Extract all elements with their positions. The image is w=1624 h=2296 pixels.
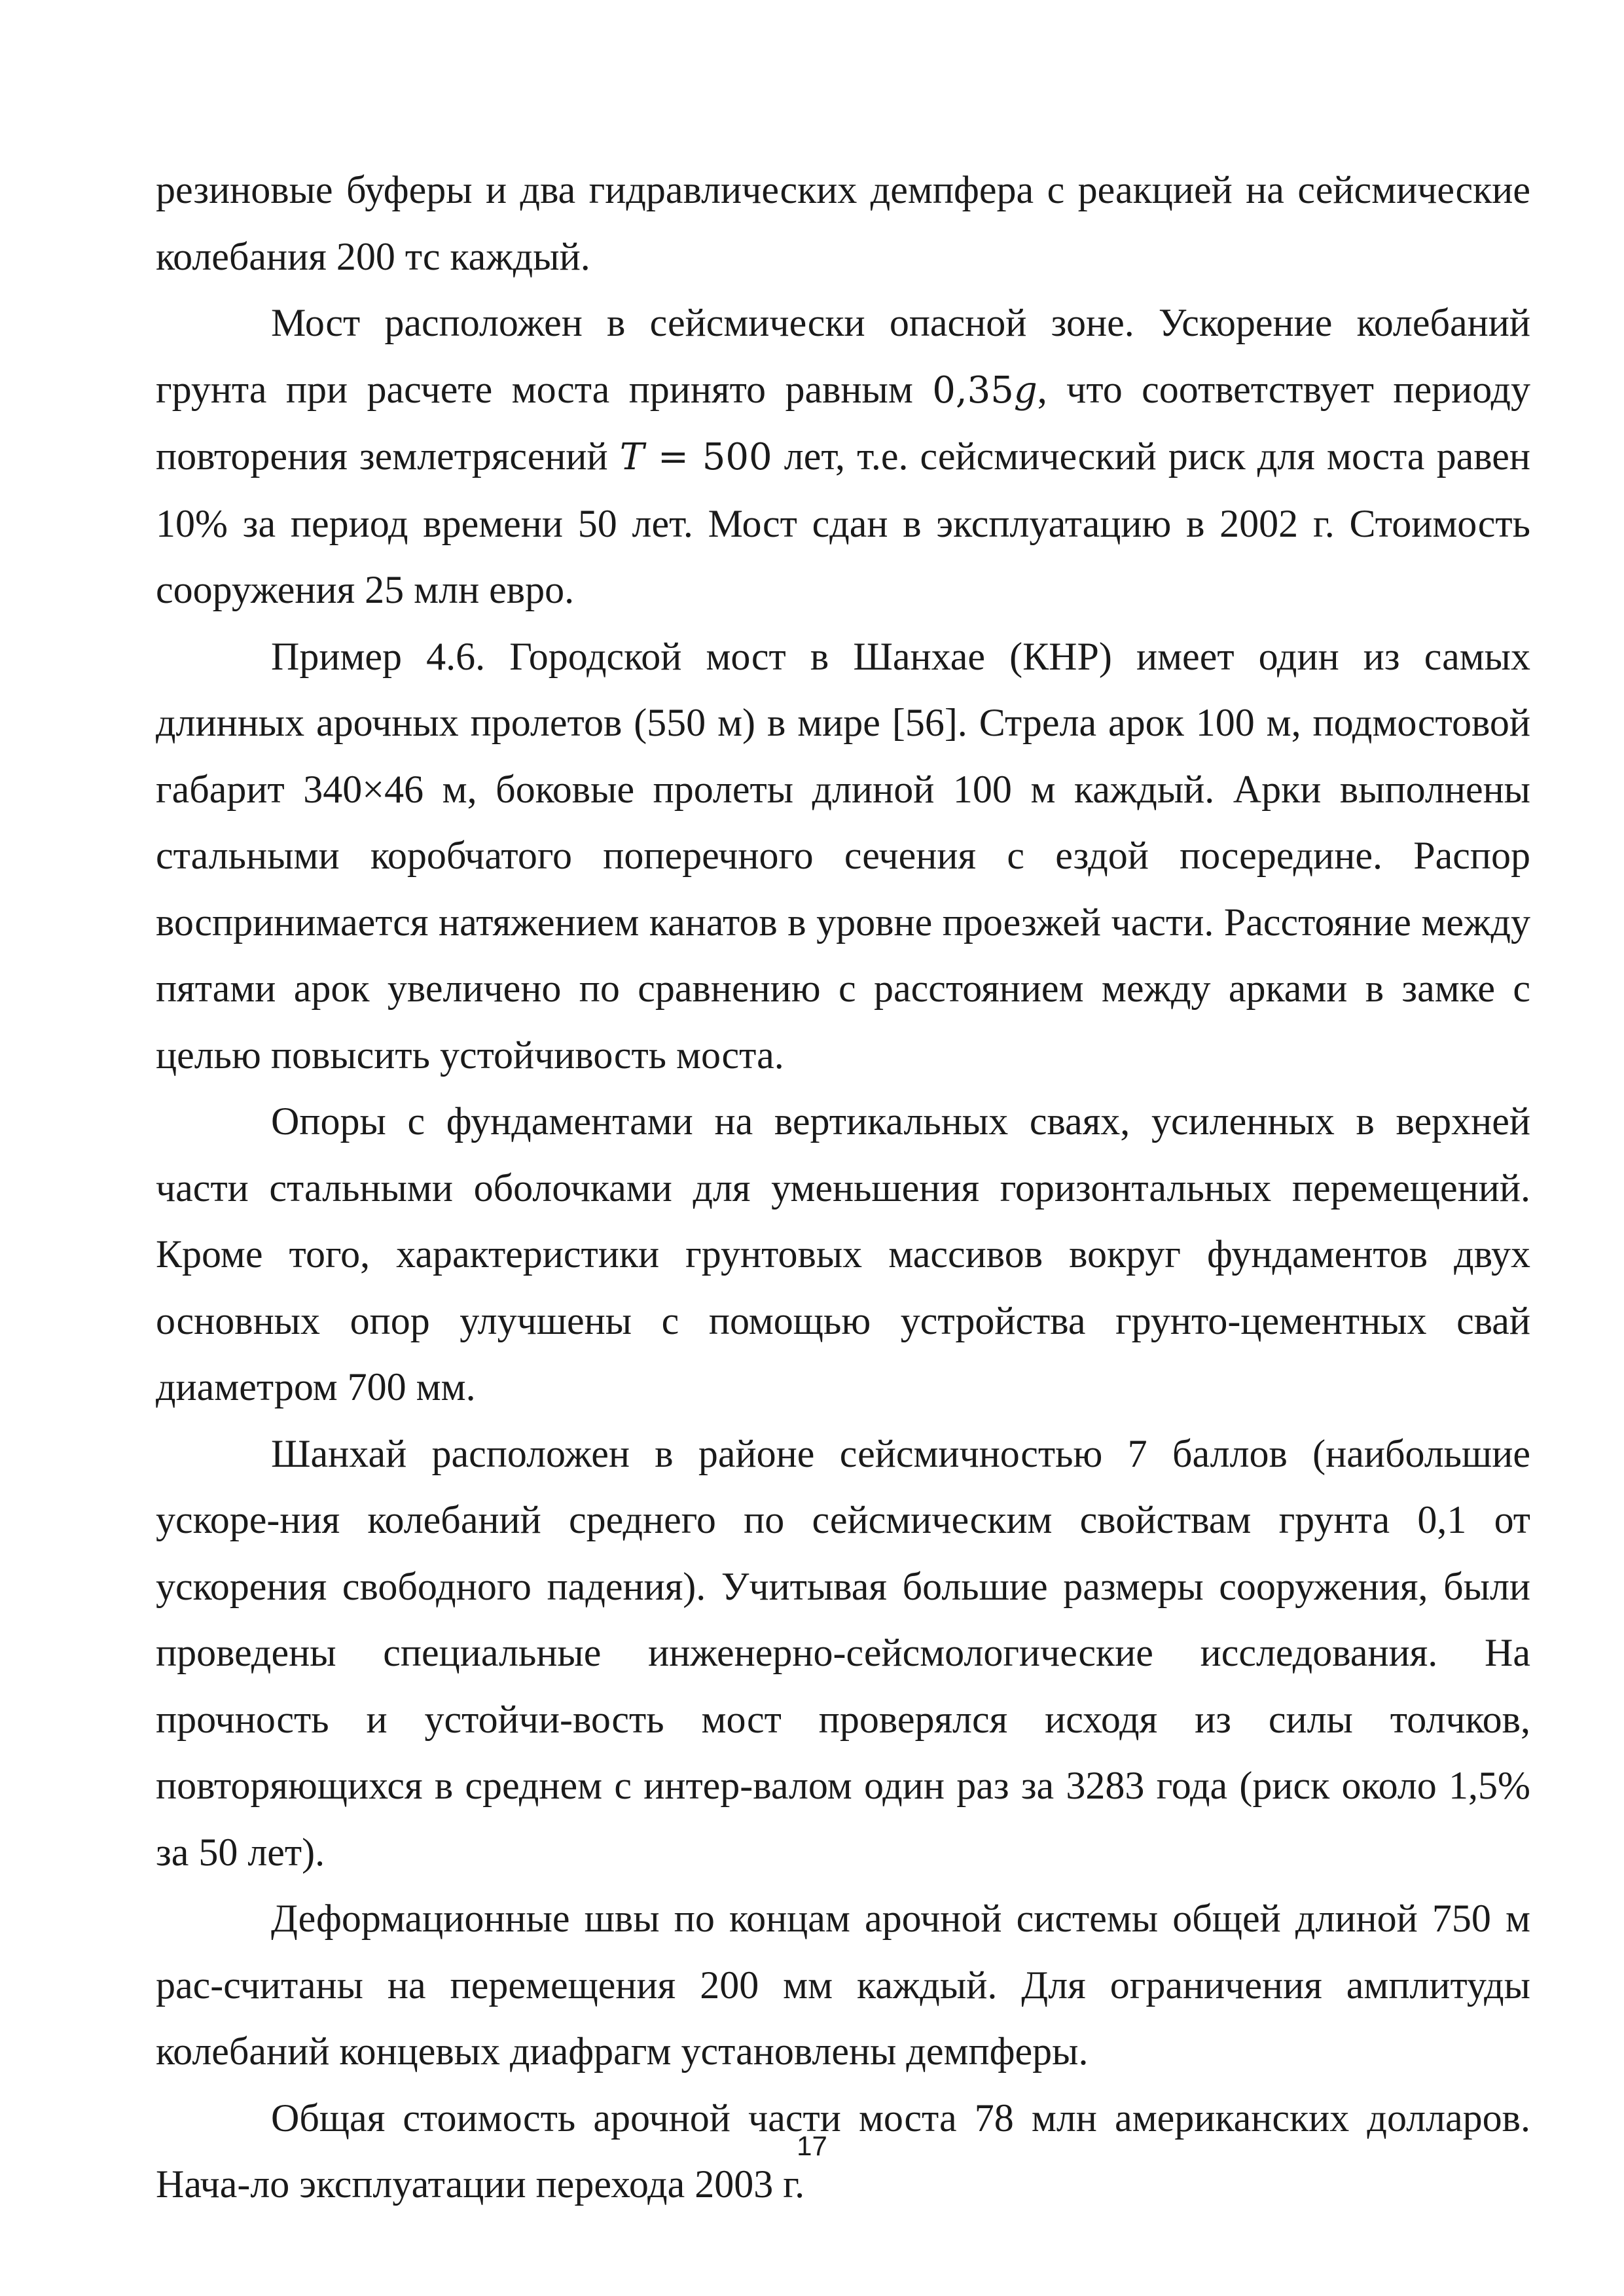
paragraph-text-part: , что соответствует периоду повторения землетрясений <box>156 367 1530 478</box>
paragraph-cost: Общая стоимость арочной части моста 78 млн американских долларов. Нача-ло эксплуатации перехода 2003 г. <box>156 2096 1530 2206</box>
paragraph-expansion-joints: Деформационные швы по концам арочной системы общей длиной 750 м рас-считаны на перемещения 200 мм каждый. Для ограничения амплитуды колебаний концевых диафрагм установлены демпферы. <box>156 1897 1530 2073</box>
page-number: 17 <box>797 2130 827 2161</box>
paragraph-supports: Опоры с фундаментами на вертикальных сваях, усиленных в верхней части стальными оболочками для уменьшения горизонтальных перемещений. Кроме того, характеристики грунтовых массивов вокруг фундаментов двух основных опор улучшены с помощью устройства грунто-цементных свай диаметром 700 мм. <box>156 1100 1530 1408</box>
paragraph-text-part: Мост расположен в сейсмически опасной зоне. Ускорение колебаний грунта при расчете моста принято равным <box>156 301 1530 411</box>
paragraph-example-4-6: Пример 4.6. Городской мост в Шанхае (КНР) имеет один из самых длинных арочных пролетов (550 м) в мире [56]. Стрела арок 100 м, подмостовой габарит 340×46 м, боковые пролеты длиной 100 м каждый. Арки выполнены стальными коробчатого поперечного сечения с ездой посередине. Распор воспринимается натяжением канатов в уровне проезжей части. Расстояние между пятами арок увеличено по сравнению с расстоянием между арками в замке с целью повысить устойчивость моста. <box>156 634 1530 1077</box>
paragraph-shanghai-seismicity: Шанхай расположен в районе сейсмичностью 7 баллов (наибольшие ускоре-ния колебаний среднего по сейсмическим свойствам грунта 0,1 от ускорения свободного падения). Учитывая большие размеры сооружения, были проведены специальные инженерно-сейсмологические исследования. На прочность и устойчи-вость мост проверялся исходя из силы толчков, повторяющихся в среднем с интер-валом один раз за 3283 года (риск около 1,5% за 50 лет). <box>156 1431 1530 1874</box>
document-page <box>156 157 1530 2218</box>
formula-period-symbol: T <box>619 436 645 478</box>
paragraph-continuation: резиновые буферы и два гидравлических демпфера с реакцией на сейсмические колебания 200 тс каждый. <box>156 168 1530 278</box>
formula-acceleration-symbol: g <box>1013 368 1038 412</box>
formula-acceleration-value: 0,35 <box>932 368 1014 412</box>
paragraph-seismic-zone <box>156 290 1530 624</box>
paragraph-text-part: лет, т.е. сейсмический риск для моста равен 10% за период времени 50 лет. Мост сдан в эксплуатацию в 2002 г. Стоимость сооружения 25 млн евро. <box>156 435 1530 611</box>
formula-period-value: = 500 <box>644 436 772 478</box>
